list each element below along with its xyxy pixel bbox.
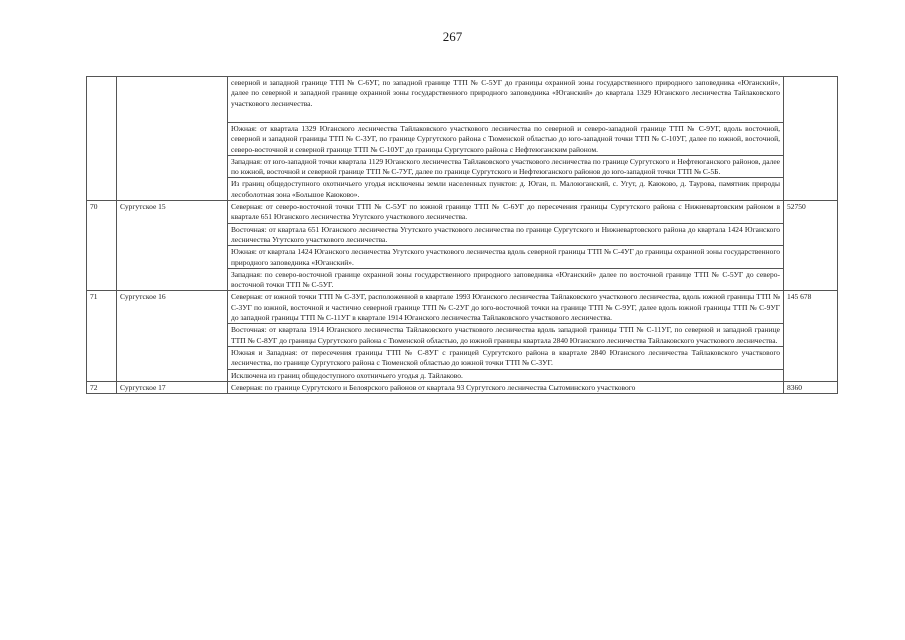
boundary-paragraph: Северная: от северо-восточной точки ТТП № С-5УГ по южной границе ТТП № С-6УГ до пересечения границы Сургутского района с Нижневартовским районом в квартале 651 Юганского лесничества Угутского участкового лесничества.	[228, 201, 784, 224]
area-cell: 145 678	[784, 291, 838, 381]
boundary-paragraph: северной и западной границе ТТП № С-6УГ, по западной границе ТТП № С-5УГ до границы охранной зоны государственного природного заповедника «Юганский», далее по северной и западной границе охранной зоны государственного природного заповедника «Юганский» до квартала 1329 Юганского лесничества Тайлаковского участкового лесничества.	[228, 77, 784, 123]
boundary-paragraph: Южная: от квартала 1424 Юганского лесничества Угутского участкового лесничества вдоль северной границы ТТП № С-4УГ до границы охранной зоны государственного природного заповедника «Юганский».	[228, 246, 784, 269]
boundary-paragraph: Западная: по северо-восточной границе охранной зоны государственного природного заповедника «Юганский» далее по восточной границе ТТП № С-5УГ до северо-восточной точки ТТП № С-5УГ.	[228, 268, 784, 291]
row-number-cell: 72	[87, 381, 117, 393]
area-cell	[784, 77, 838, 201]
area-cell: 52750	[784, 201, 838, 291]
row-number-cell: 71	[87, 291, 117, 381]
boundary-paragraph: Южная и Западная: от пересечения границы ТТП № С-8УГ с границей Сургутского района в квартале 2840 Юганского лесничества Тайлаковского участкового лесничества, по границе Сургутского района с Тюменской областью до южной точки ТТП № С-3УГ.	[228, 346, 784, 369]
ground-name-cell: Сургутское 17	[117, 381, 228, 393]
boundary-paragraph: Северная: по границе Сургутского и Белоярского районов от квартала 93 Сургутского лесничества Сытоминского участкового	[228, 381, 784, 393]
table-row	[87, 381, 838, 393]
table-row	[87, 77, 838, 123]
row-number-cell	[87, 77, 117, 201]
ground-name-cell	[117, 77, 228, 201]
table-row	[87, 291, 838, 324]
boundary-paragraph: Южная: от квартала 1329 Юганского лесничества Тайлаковского участкового лесничества по северной и северо-западной границе ТТП № С-9УГ, вдоль восточной, северной и западной границы ТТП № С-3УГ, по границе Сургутского района с Тюменской областью до юго-западной точки ТТП № С-10УГ, далее по южной, восточной, северо-восточной и северной границе ТТП № С-10УГ до границы Сургутского района с Нефтеюганским районом.	[228, 123, 784, 156]
boundary-paragraph: Восточная: от квартала 1914 Юганского лесничества Тайлаковского участкового лесничества вдоль западной границы ТТП № С-11УГ, по северной и западной границе ТТП № С-8УГ до границы Сургутского района с Тюменской областью, до южной границы квартала 2840 Юганского лесничества Тайлаковского участкового лесничества.	[228, 324, 784, 347]
table-row	[87, 201, 838, 224]
page-number: 267	[442, 29, 463, 44]
boundary-paragraph: Исключена из границ общедоступного охотничьего угодья д. Тайлаково.	[228, 369, 784, 381]
hunting-grounds-table	[86, 76, 838, 394]
boundary-paragraph: Северная: от южной точки ТТП № С-3УГ, расположенной в квартале 1993 Юганского лесничества Тайлаковского участкового лесничества, вдоль южной границы ТТП № С-3УГ по южной, восточной и частично северной границе ТТП № С-2УГ до юго-восточной точки на границе ТТП № С-9УГ, далее вдоль южной границы ТТП № С-9УГ до западной границы ТТП № С-11УГ в квартале 1914 Юганского лесничества Тайлаковского участкового лесничества.	[228, 291, 784, 324]
boundary-paragraph: Восточная: от квартала 651 Юганского лесничества Угутского участкового лесничества по границе Сургутского и Нижневартовского района до квартала 1424 Юганского лесничества Угутского участкового лесничества.	[228, 223, 784, 246]
area-cell: 8360	[784, 381, 838, 393]
boundary-paragraph: Западная: от юго-западной точки квартала 1129 Юганского лесничества Тайлаковского участкового лесничества по границе Сургутского и Нефтеюганского районов, далее по южной, восточной и северной границе ТТП № С-7УГ, далее по границе Сургутского и Нефтеюганского районов до юго-западной точки ТТП № С-5Б.	[228, 155, 784, 178]
row-number-cell: 70	[87, 201, 117, 291]
boundary-paragraph: Из границ общедоступного охотничьего угодья исключены земли населенных пунктов: д. Юган, п. Малоюганский, с. Угут, д. Каюково, д. Таурова, памятник природы лесоболотная зона «Большое Каюково».	[228, 178, 784, 201]
ground-name-cell: Сургутское 15	[117, 201, 228, 291]
ground-name-cell: Сургутское 16	[117, 291, 228, 381]
